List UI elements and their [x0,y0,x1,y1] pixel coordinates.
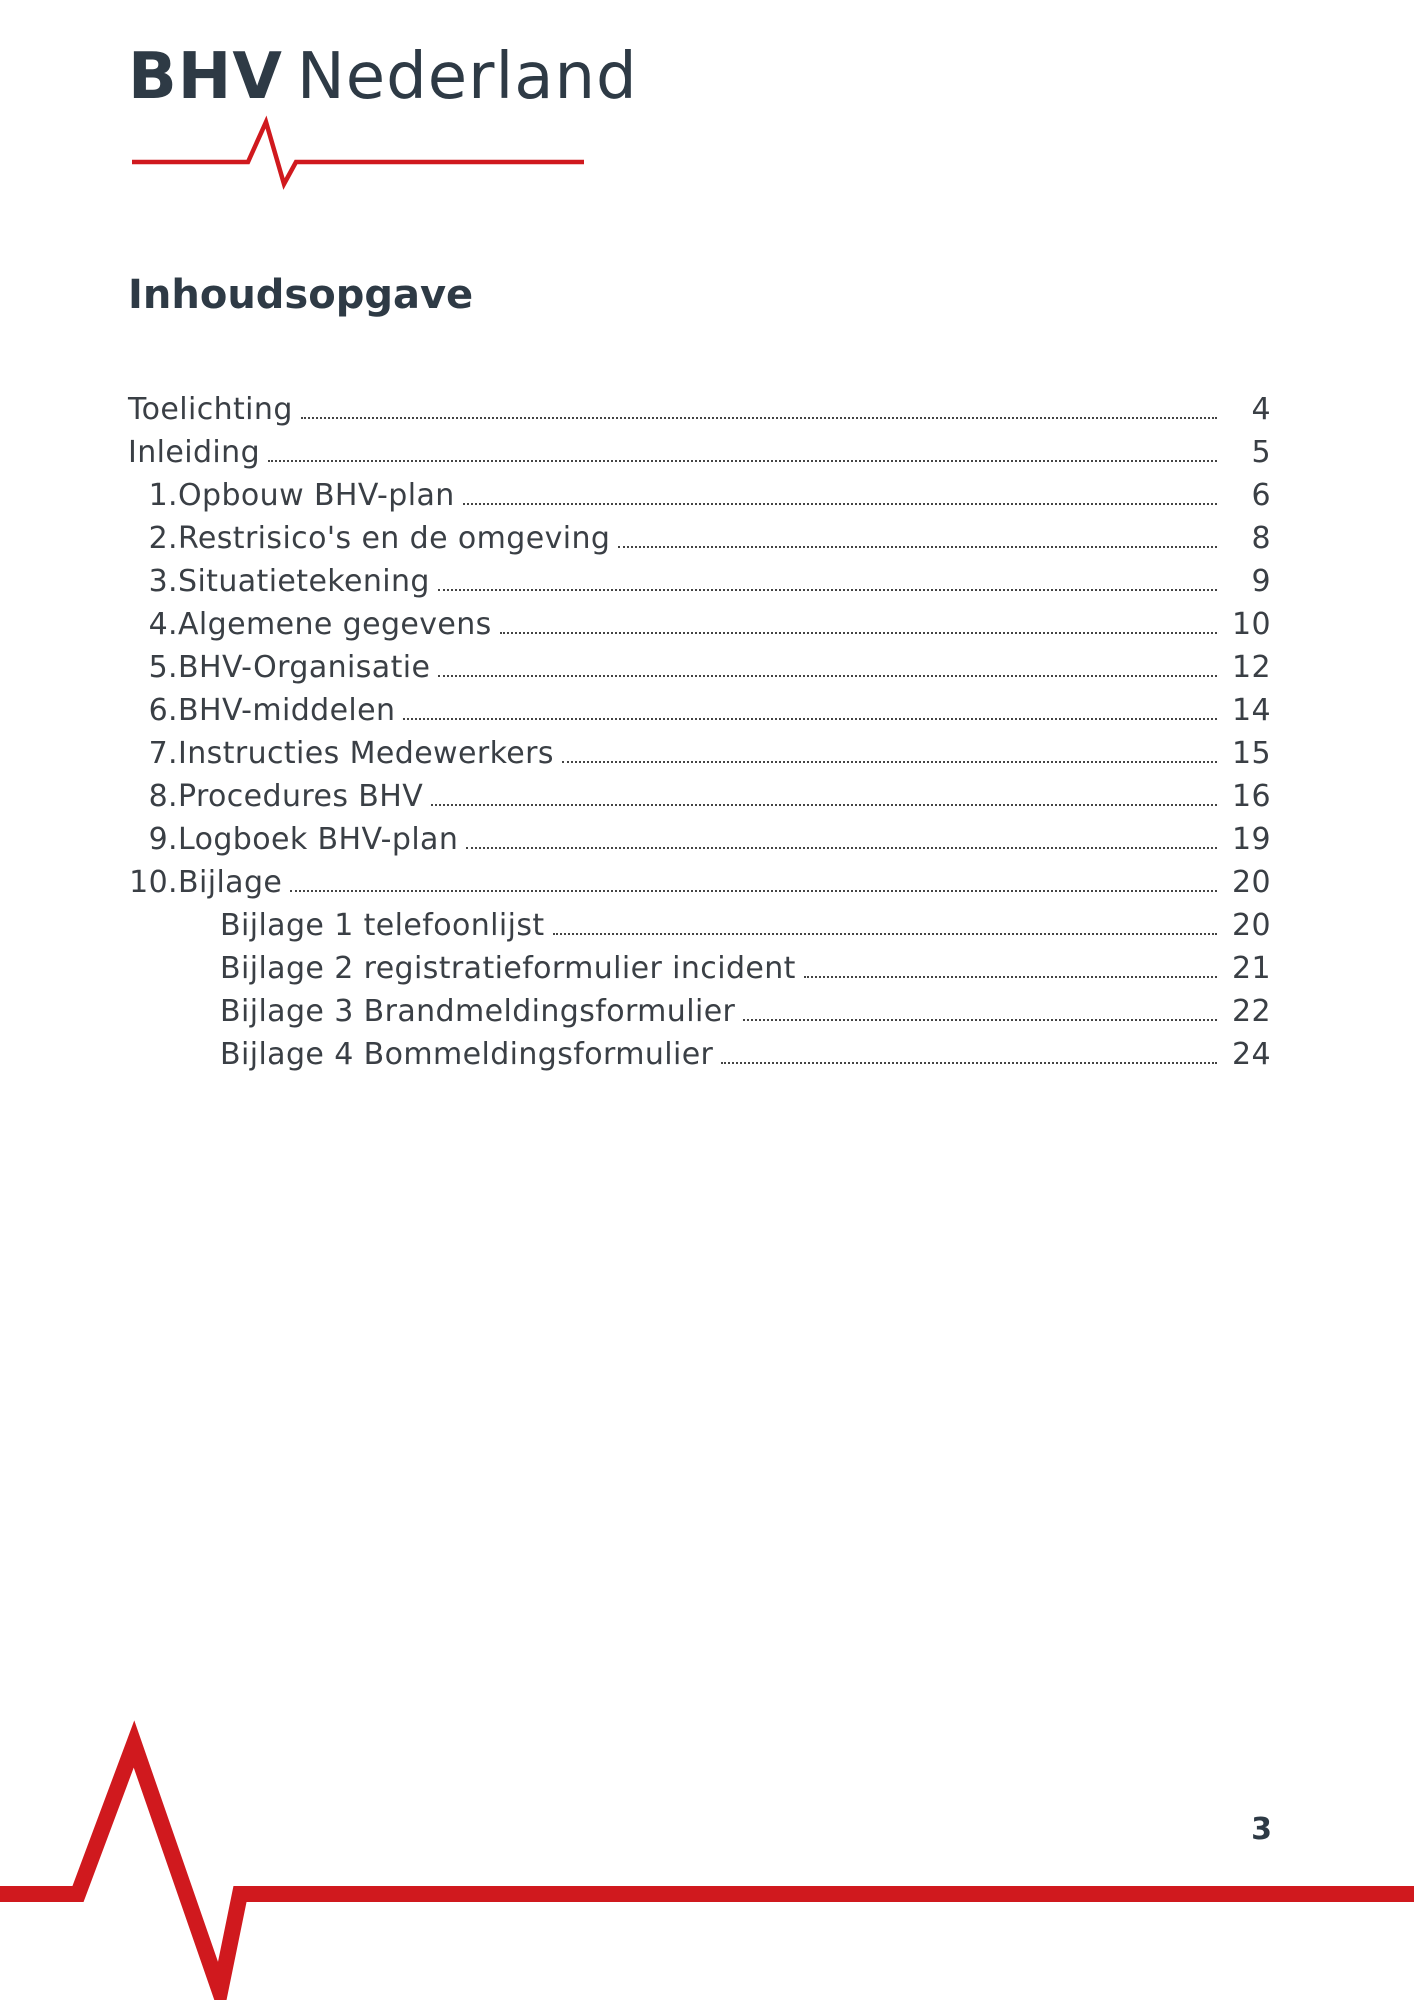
toc-entry-label: Inleiding [128,435,261,470]
page-number: 3 [1251,1812,1272,1847]
toc-entry-number: 9. [148,822,178,857]
toc-entry[interactable] [128,861,1271,904]
toc-leader-dots [618,546,1217,548]
toc-leader-dots [721,1062,1217,1064]
toc-entry-label: Bijlage 2 registratieformulier incident [220,951,796,986]
toc-entry-page: 19 [1232,822,1271,857]
toc-leader-dots [268,460,1217,462]
toc-entry-page: 8 [1251,521,1271,556]
heartbeat-line-icon [128,106,588,192]
toc-entry-page: 24 [1232,1037,1271,1072]
toc-entry[interactable] [128,732,1271,775]
toc-entry-label: Procedures BHV [178,779,424,814]
toc-entry-page: 6 [1251,478,1271,513]
toc-entry-label: Restrisico's en de omgeving [178,521,611,556]
toc-entry-page: 21 [1232,951,1271,986]
toc-entry[interactable] [128,689,1271,732]
toc-entry-number: 4. [148,607,178,642]
toc-entry-label: Toelichting [128,392,293,427]
toc-entry-label: Bijlage 4 Bommeldingsformulier [220,1037,714,1072]
toc-entry-page: 15 [1232,736,1271,771]
toc-subentry[interactable] [128,1033,1271,1076]
toc-entry[interactable] [128,603,1271,646]
toc-subentry[interactable] [128,990,1271,1033]
toc-leader-dots [431,804,1217,806]
toc-entry-label: Situatietekening [178,564,430,599]
toc-entry-label: Algemene gegevens [178,607,492,642]
toc-entry[interactable] [128,431,1271,474]
toc-leader-dots [403,718,1217,720]
logo-text-bhv: BHV [128,40,283,114]
toc-entry-label: Instructies Medewerkers [178,736,554,771]
toc-entry[interactable] [128,775,1271,818]
toc-entry-page: 22 [1232,994,1271,1029]
toc-entry-label: BHV-middelen [178,693,396,728]
toc-entry-label: Opbouw BHV-plan [178,478,455,513]
toc-entry-number: 2. [148,521,178,556]
page-title: Inhoudsopgave [128,272,474,318]
toc-entry-label: BHV-Organisatie [178,650,431,685]
toc-leader-dots [500,632,1217,634]
toc-entry-page: 9 [1251,564,1271,599]
toc-leader-dots [743,1019,1217,1021]
toc-entry-label: Bijlage 1 telefoonlijst [220,908,545,943]
logo-text-nederland: Nederland [296,40,638,114]
toc-entry-page: 20 [1232,908,1271,943]
toc-leader-dots [438,675,1217,677]
toc-subentry[interactable] [128,947,1271,990]
toc-entry[interactable] [128,560,1271,603]
toc-entry[interactable] [128,388,1271,431]
toc-entry[interactable] [128,818,1271,861]
table-of-contents [128,388,1271,1076]
toc-entry-number: 3. [148,564,178,599]
toc-entry-page: 5 [1251,435,1271,470]
toc-entry[interactable] [128,474,1271,517]
toc-leader-dots [553,933,1217,935]
toc-entry-page: 16 [1232,779,1271,814]
toc-entry-page: 12 [1232,650,1271,685]
brand-logo [128,40,638,152]
toc-leader-dots [301,417,1217,419]
toc-subentry[interactable] [128,904,1271,947]
toc-leader-dots [562,761,1217,763]
toc-leader-dots [466,847,1217,849]
toc-entry-number: 1. [148,478,178,513]
toc-entry-number: 7. [148,736,178,771]
toc-entry-page: 4 [1251,392,1271,427]
toc-leader-dots [290,890,1217,892]
toc-entry-label: Bijlage [178,865,283,900]
toc-entry-label: Logboek BHV-plan [178,822,459,857]
toc-entry[interactable] [128,646,1271,689]
toc-entry-number: 5. [148,650,178,685]
toc-leader-dots [463,503,1217,505]
toc-entry-page: 10 [1232,607,1271,642]
toc-entry-number: 6. [148,693,178,728]
toc-leader-dots [804,976,1217,978]
toc-entry-page: 14 [1232,693,1271,728]
toc-leader-dots [438,589,1217,591]
toc-entry-number: 10. [129,865,178,900]
toc-entry-page: 20 [1232,865,1271,900]
toc-entry[interactable] [128,517,1271,560]
toc-entry-label: Bijlage 3 Brandmeldingsformulier [220,994,736,1029]
footer-heartbeat-icon [0,1700,1414,2000]
toc-entry-number: 8. [148,779,178,814]
